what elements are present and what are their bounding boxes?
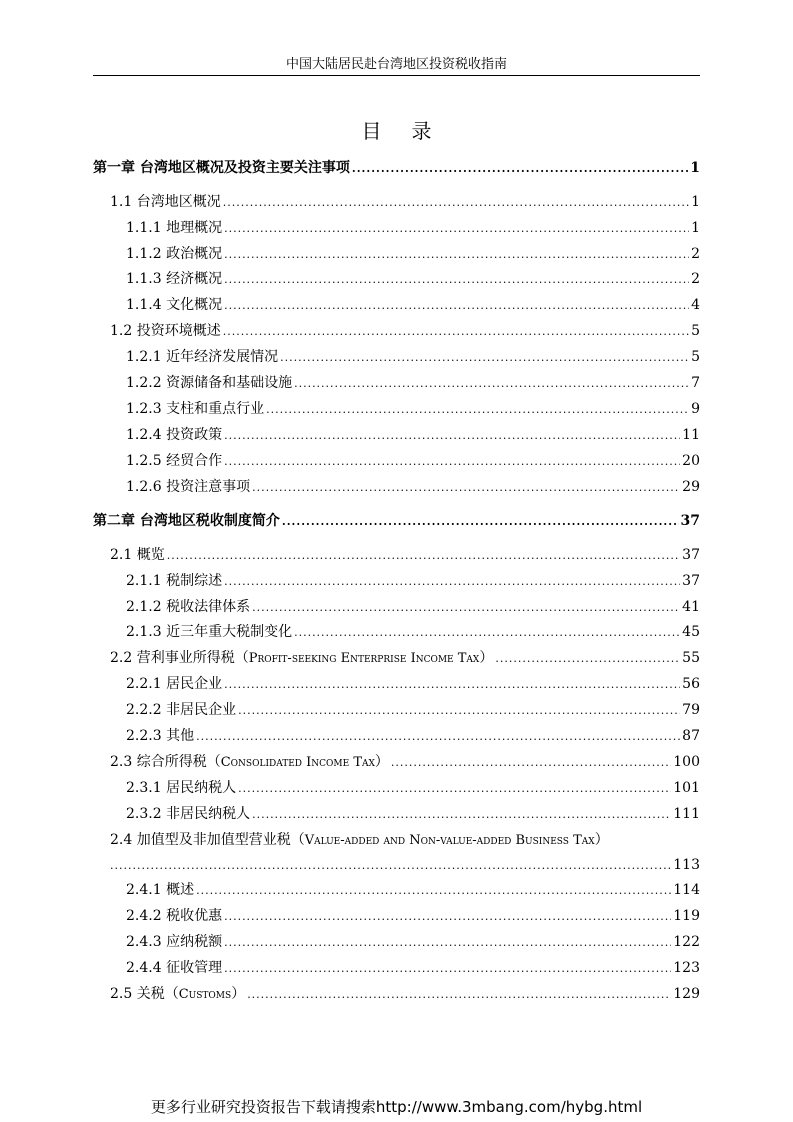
leader-dots (223, 322, 689, 342)
toc-entry-label: 1.2.5 经贸合作 (126, 453, 223, 469)
leader-dots (224, 572, 680, 592)
leader-dots (352, 159, 688, 179)
toc-entry-2-4-1[interactable] (126, 880, 700, 900)
leader-dots (224, 959, 671, 979)
toc-entry-page: 56 (682, 676, 700, 692)
leader-dots (391, 753, 671, 773)
toc-entry-2-4[interactable] (110, 855, 700, 875)
toc-entry-label-end: ） (374, 754, 389, 770)
toc-entry-page: 1 (690, 160, 700, 176)
toc-entry-1-2-1[interactable] (126, 347, 700, 367)
toc-entry-page: 4 (691, 297, 700, 313)
toc-entry-2-2-2[interactable] (126, 700, 700, 720)
leader-dots (247, 985, 671, 1005)
toc-entry-label: 1.2.1 近年经济发展情况 (126, 349, 279, 365)
toc-entry-label-en: Profit-seeking Enterprise Income Tax (248, 651, 480, 666)
running-header: 中国大陆居民赴台湾地区投资税收指南 (285, 57, 507, 72)
toc-entry-page: 123 (673, 960, 700, 976)
toc-entry-1-1-3[interactable] (126, 269, 700, 289)
toc-entry-page: 11 (682, 427, 700, 443)
leader-dots (224, 907, 671, 927)
toc-entry-2-3-2[interactable] (126, 804, 700, 824)
leader-dots (280, 348, 689, 368)
toc-entry-label: 第一章 台湾地区概况及投资主要关注事项 (93, 160, 350, 176)
toc-entry-label: 1.1.3 经济概况 (126, 271, 223, 287)
toc-entry-label: 1.2.4 投资政策 (126, 427, 223, 443)
toc-entry-page: 9 (691, 401, 700, 417)
toc-entry-2-3-1[interactable] (126, 778, 700, 798)
toc-entry-1-1[interactable] (110, 192, 700, 212)
leader-dots (266, 400, 689, 420)
toc-entry-label: 1.1 台湾地区概况 (110, 194, 221, 210)
toc-entry-label (110, 752, 389, 773)
leader-dots (224, 933, 671, 953)
toc-entry-label-en: Customs (178, 987, 232, 1002)
toc-entry-2-4-3[interactable] (126, 932, 700, 952)
leader-dots (167, 546, 680, 566)
toc-entry-page: 29 (682, 479, 700, 495)
toc-entry-page: 55 (682, 650, 700, 666)
toc-entry-page: 20 (682, 453, 700, 469)
toc-entry-1-2-5[interactable] (126, 451, 700, 471)
toc-entry-label: 2.1.3 近三年重大税制变化 (126, 624, 293, 640)
toc-title: 目录 (361, 119, 462, 143)
toc-entry-label: 2.1 概览 (110, 547, 165, 563)
toc-entry-label: 第二章 台湾地区税收制度简介 (93, 513, 280, 529)
leader-dots (294, 623, 680, 643)
toc-entry-2-4-label[interactable] (110, 830, 700, 851)
leader-dots (238, 701, 680, 721)
toc-entry-label: 2.3.2 非居民纳税人 (126, 806, 251, 822)
toc-entry-2-4-2[interactable] (126, 906, 700, 926)
toc-entry-2-2-1[interactable] (126, 674, 700, 694)
toc-entry-page: 119 (673, 908, 700, 924)
toc-entry-label-end: ） (231, 986, 246, 1002)
toc-entry-label: 2.4.1 概述 (126, 882, 195, 898)
toc-entry-label: 1.2 投资环境概述 (110, 323, 221, 339)
toc-entry-page: 114 (673, 882, 700, 898)
toc-entry-2-1-1[interactable] (126, 571, 700, 591)
toc-entry-label: 2.4.4 征收管理 (126, 960, 223, 976)
leader-dots (224, 452, 680, 472)
leader-dots (294, 374, 689, 394)
toc-entry-1-1-2[interactable] (126, 244, 700, 264)
leader-dots (223, 193, 689, 213)
toc-entry-page: 45 (682, 624, 700, 640)
footer-promo-link[interactable]: 更多行业研究投资报告下载请搜索http://www.3mbang.com/hybg.html (150, 1098, 643, 1116)
leader-dots (282, 512, 679, 532)
toc-entry-label: 1.1.4 文化概况 (126, 297, 223, 313)
toc-entry-page: 2 (691, 246, 700, 262)
leader-dots (252, 478, 680, 498)
toc-entry-page: 7 (691, 375, 700, 391)
toc-entry-label: 1.2.2 资源储备和基础设施 (126, 375, 293, 391)
toc-entry-1-1-4[interactable] (126, 295, 700, 315)
toc-entry-label-end: ） (594, 832, 609, 848)
leader-dots (224, 296, 689, 316)
leader-dots (238, 779, 671, 799)
leader-dots (252, 598, 680, 618)
leader-dots (224, 675, 680, 695)
leader-dots (196, 881, 671, 901)
toc-entry-label: 2.3.1 居民纳税人 (126, 780, 237, 796)
toc-entry-page: 122 (673, 934, 700, 950)
leader-dots (224, 270, 689, 290)
leader-dots (224, 426, 680, 446)
toc-entry-page: 2 (691, 271, 700, 287)
toc-entry-chapter-1[interactable] (93, 158, 700, 178)
toc-entry-1-2-6[interactable] (126, 477, 700, 497)
toc-entry-1-2-3[interactable] (126, 399, 700, 419)
toc-entry-1-2-4[interactable] (126, 425, 700, 445)
toc-entry-label-en: Consolidated Income Tax (220, 755, 375, 770)
toc-entry-1-1-1[interactable] (126, 218, 700, 238)
toc-entry-label: 2.2.3 其他 (126, 728, 195, 744)
toc-entry-page: 5 (691, 349, 700, 365)
toc-entry-label-end: ） (479, 650, 494, 666)
toc-entry-label-cn: 2.3 综合所得税（ (110, 754, 221, 770)
toc-entry-page: 101 (673, 780, 700, 796)
toc-entry-page: 37 (680, 513, 700, 529)
toc-entry-page: 111 (673, 806, 700, 822)
toc-entry-2-3[interactable] (110, 752, 700, 772)
toc-entry-label: 2.1.2 税收法律体系 (126, 599, 251, 615)
toc-entry-label: 1.2.3 支柱和重点行业 (126, 401, 265, 417)
toc-entry-page: 1 (691, 220, 700, 236)
leader-dots (252, 805, 671, 825)
leader-dots (495, 649, 680, 669)
toc-entry-page: 87 (682, 728, 700, 744)
toc-entry-page: 37 (682, 547, 700, 563)
toc-entry-page: 100 (673, 754, 700, 770)
toc-entry-label: 2.4.3 应纳税额 (126, 934, 223, 950)
toc-entry-page: 129 (673, 986, 700, 1002)
toc-entry-2-2-3[interactable] (126, 726, 700, 746)
toc-entry-2-5[interactable] (110, 984, 700, 1004)
toc-entry-label-cn: 2.5 关税（ (110, 986, 179, 1002)
toc-entry-1-2[interactable] (110, 321, 700, 341)
leader-dots (224, 219, 689, 239)
toc-entry-label (110, 984, 245, 1005)
toc-entry-label: 2.2.2 非居民企业 (126, 702, 237, 718)
header-rule (93, 75, 700, 76)
toc-entry-label (110, 648, 493, 669)
toc-entry-label-cn: 2.2 营利事业所得税（ (110, 650, 249, 666)
toc-entry-label-en: Value-added and Non-value-added Business Tax (304, 833, 595, 848)
toc-entry-2-4-4[interactable] (126, 958, 700, 978)
leader-dots (196, 727, 680, 747)
toc-entry-page: 1 (691, 194, 700, 210)
toc-entry-2-1[interactable] (110, 545, 700, 565)
toc-entry-page: 41 (682, 599, 700, 615)
toc-entry-chapter-2[interactable] (93, 511, 700, 531)
toc-entry-label: 1.1.2 政治概况 (126, 246, 223, 262)
toc-entry-label: 2.2.1 居民企业 (126, 676, 223, 692)
toc-entry-page: 79 (682, 702, 700, 718)
toc-entry-label: 2.1.1 税制综述 (126, 573, 223, 589)
toc-entry-2-2[interactable] (110, 648, 700, 668)
toc-entry-label: 2.4.2 税收优惠 (126, 908, 223, 924)
leader-dots (110, 856, 671, 876)
toc-entry-label: 1.1.1 地理概况 (126, 220, 223, 236)
toc-entry-page: 37 (682, 573, 700, 589)
toc-entry-2-1-2[interactable] (126, 597, 700, 617)
toc-entry-page: 113 (673, 857, 700, 873)
toc-entry-label: 1.2.6 投资注意事项 (126, 479, 251, 495)
toc-entry-label-cn: 2.4 加值型及非加值型营业税（ (110, 832, 305, 848)
toc-entry-1-2-2[interactable] (126, 373, 700, 393)
leader-dots (224, 245, 689, 265)
toc-entry-2-1-3[interactable] (126, 622, 700, 642)
toc-entry-page: 5 (691, 323, 700, 339)
